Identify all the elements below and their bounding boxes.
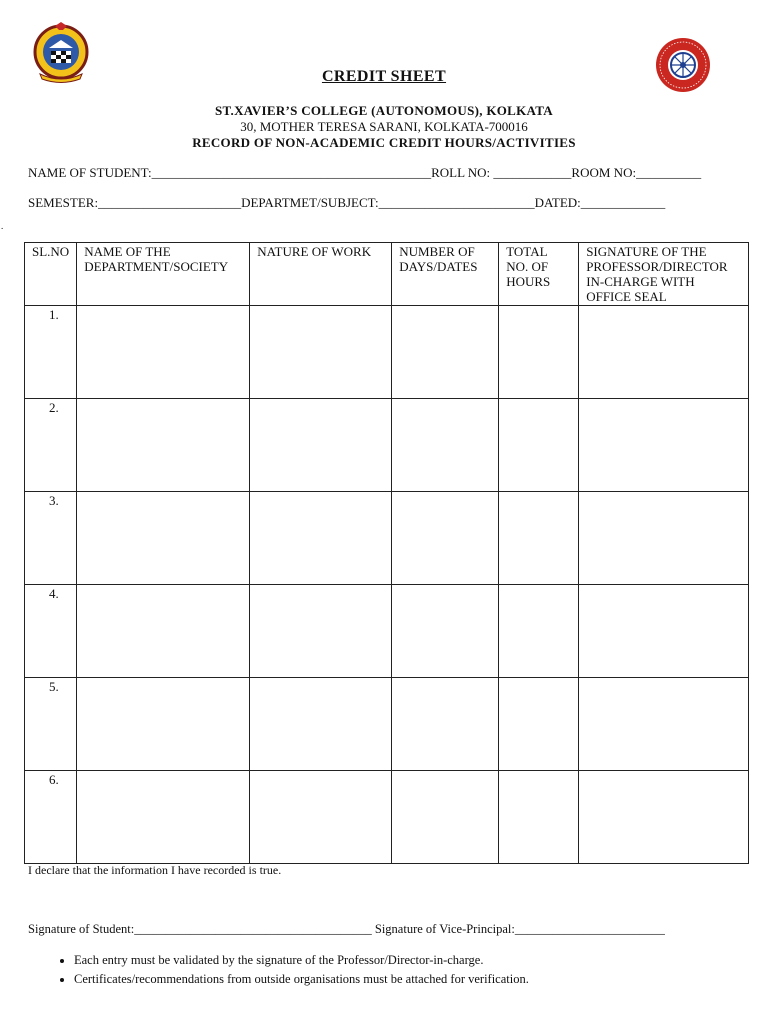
row-number: 3. <box>25 492 77 585</box>
department-cell[interactable] <box>77 771 250 864</box>
signature-line <box>28 922 665 937</box>
table-row <box>25 771 749 864</box>
nature-of-work-cell[interactable] <box>250 306 392 399</box>
semester-details-line: SEMESTER:______________________DEPARTMET/SUBJECT:________________________DATED:_____________ <box>28 195 666 210</box>
days-dates-cell[interactable] <box>392 585 499 678</box>
signature-cell[interactable] <box>579 771 749 864</box>
nature-of-work-cell[interactable] <box>250 492 392 585</box>
days-dates-cell[interactable] <box>392 771 499 864</box>
record-heading: RECORD OF NON-ACADEMIC CREDIT HOURS/ACTIVITIES <box>192 135 576 150</box>
table-row <box>25 306 749 399</box>
department-cell[interactable] <box>77 399 250 492</box>
document-title: CREDIT SHEET <box>321 68 447 85</box>
nature-of-work-cell[interactable] <box>250 771 392 864</box>
table-row <box>25 399 749 492</box>
department-cell[interactable] <box>77 306 250 399</box>
declaration-text: I declare that the information I have recorded is true. <box>28 863 282 877</box>
margin-mark: . <box>1 221 4 231</box>
col-header-signature: SIGNATURE OF THE PROFESSOR/DIRECTOR IN-CHARGE WITH OFFICE SEAL <box>579 243 749 306</box>
nature-of-work-cell[interactable] <box>250 585 392 678</box>
total-hours-cell[interactable] <box>499 306 579 399</box>
col-header-days-dates: NUMBER OF DAYS/DATES <box>392 243 499 306</box>
signature-cell[interactable] <box>579 399 749 492</box>
department-cell[interactable] <box>77 678 250 771</box>
total-hours-cell[interactable] <box>499 399 579 492</box>
student-signature-field: Signature of Student:______________________________________ <box>28 922 372 936</box>
signature-cell[interactable] <box>579 306 749 399</box>
total-hours-cell[interactable] <box>499 585 579 678</box>
row-number: 1. <box>25 306 77 399</box>
total-hours-cell[interactable] <box>499 678 579 771</box>
signature-cell[interactable] <box>579 678 749 771</box>
row-number: 4. <box>25 585 77 678</box>
college-address: 30, MOTHER TERESA SARANI, KOLKATA-700016 <box>240 119 528 134</box>
total-hours-cell[interactable] <box>499 771 579 864</box>
row-number: 2. <box>25 399 77 492</box>
col-header-nature-of-work: NATURE OF WORK <box>250 243 392 306</box>
days-dates-cell[interactable] <box>392 678 499 771</box>
nature-of-work-cell[interactable] <box>250 678 392 771</box>
college-name: ST.XAVIER’S COLLEGE (AUTONOMOUS), KOLKATA <box>215 103 553 118</box>
signature-cell[interactable] <box>579 492 749 585</box>
table-row <box>25 492 749 585</box>
table-row <box>25 585 749 678</box>
department-cell[interactable] <box>77 492 250 585</box>
credit-table <box>24 242 749 864</box>
days-dates-cell[interactable] <box>392 306 499 399</box>
vice-principal-signature-field: Signature of Vice-Principal:________________________ <box>374 922 665 936</box>
row-number: 5. <box>25 678 77 771</box>
col-header-department: NAME OF THE DEPARTMENT/SOCIETY <box>77 243 250 306</box>
row-number: 6. <box>25 771 77 864</box>
total-hours-cell[interactable] <box>499 492 579 585</box>
instructions-list <box>48 951 529 989</box>
list-item: • Certificates/recommendations from outside organisations must be attached for verification. <box>74 970 529 989</box>
days-dates-cell[interactable] <box>392 492 499 585</box>
student-details-line: NAME OF STUDENT:___________________________________________ROLL NO: ____________ROOM NO:__________ <box>28 165 702 180</box>
department-cell[interactable] <box>77 585 250 678</box>
col-header-slno: SL.NO <box>25 243 77 306</box>
nature-of-work-cell[interactable] <box>250 399 392 492</box>
table-row <box>25 678 749 771</box>
table-header-row <box>25 243 749 306</box>
list-item: • Each entry must be validated by the signature of the Professor/Director-in-charge. <box>74 951 529 970</box>
signature-cell[interactable] <box>579 585 749 678</box>
col-header-total-hours: TOTAL NO. OF HOURS <box>499 243 579 306</box>
days-dates-cell[interactable] <box>392 399 499 492</box>
